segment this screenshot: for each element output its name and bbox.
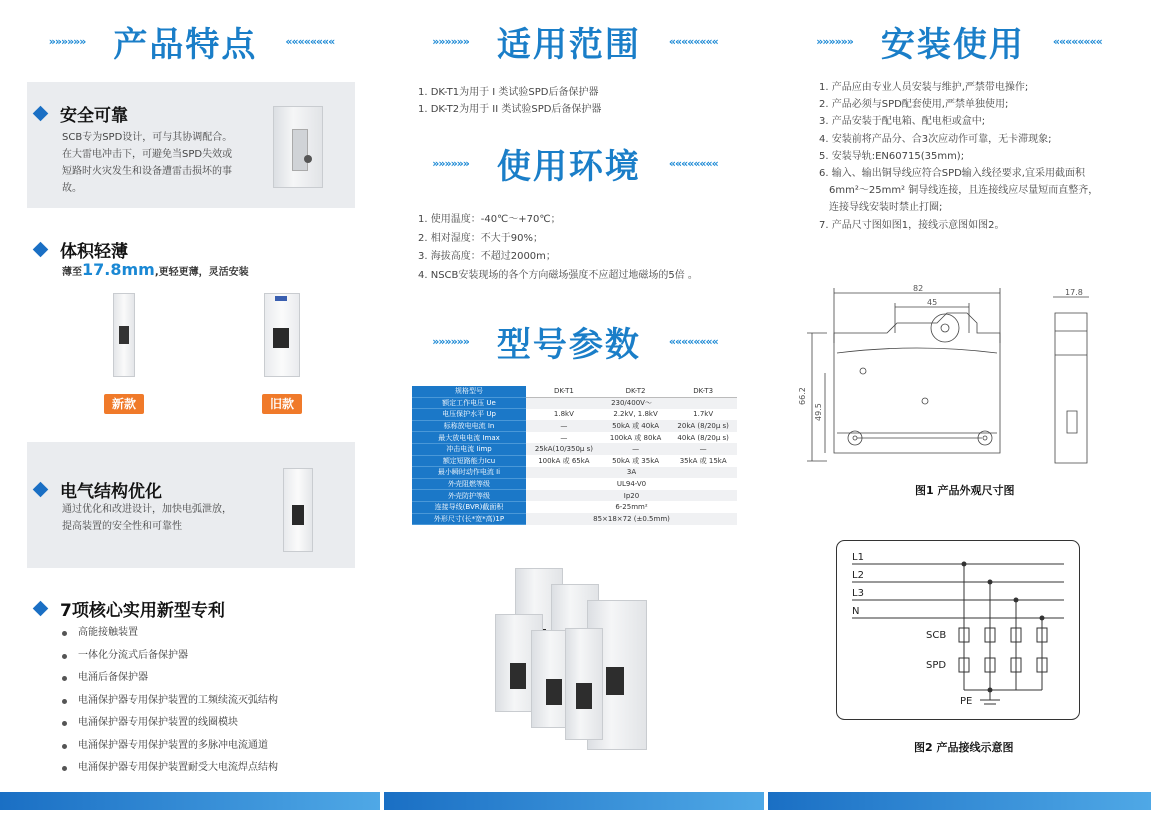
table-header-row: 规格型号 DK-T1 DK-T2 DK-T3	[412, 386, 737, 397]
table-row: 最小瞬时动作电流 Ii 3A	[412, 467, 737, 479]
list-item: 6. 输入、输出铜导线应符合SPD输入线径要求,宜采用截面积	[819, 168, 1085, 180]
breaker-side-image	[273, 106, 323, 188]
diamond-icon	[33, 482, 49, 498]
list-item: 7. 产品尺寸图如图1，接线示意图如图2。	[819, 219, 1005, 231]
fig1-caption: 图1 产品外观尺寸图	[915, 484, 1015, 497]
feature-text-slim: 薄至17.8mm,更轻更薄，灵活安装	[62, 260, 249, 279]
list-item: 1. 使用温度：-40℃～+70℃；	[418, 214, 561, 225]
pe-label: PE	[960, 696, 973, 707]
breaker-image	[565, 628, 603, 740]
list-item: 4. NSCB安装现场的各个方向磁场强度不应超过地磁场的5倍 。	[418, 269, 698, 281]
features-header	[0, 16, 383, 66]
feature-title-slim: 体积轻薄	[35, 237, 128, 262]
list-item: 6mm²～25mm² 铜导线连接，且连接线应尽量短而直整齐，	[829, 185, 1099, 197]
dim-49-5-label: 49.5	[814, 403, 823, 421]
line-l3-label: L3	[852, 588, 864, 599]
table-row: 冲击电流 Iimp 25kA(10/350μ s) — —	[412, 443, 737, 455]
list-item: 电涌保护器专用保护装置耐受大电流焊点结构	[62, 757, 278, 780]
list-item: 电涌后备保护器	[62, 667, 278, 690]
install-list	[819, 79, 1098, 234]
install-column	[767, 0, 1151, 790]
table-row: 外壳阻燃等级 UL94-V0	[412, 478, 737, 490]
dim-66-2-label: 66.2	[798, 387, 807, 405]
dim-82-label: 82	[913, 284, 924, 293]
list-item: 3. 海拔高度：不超过2000m；	[418, 251, 556, 262]
list-item: 4. 安装前将产品分、合3次应动作可靠，无卡滞现象;	[819, 133, 1052, 145]
list-item: 电涌保护器专用保护装置的工频续流灭弧结构	[62, 690, 278, 713]
dim-17-8-label: 17.8	[1065, 288, 1083, 297]
line-l2-label: L2	[852, 570, 864, 581]
table-row: 额定短路能力Icu 100kA 或 65kA 50kA 或 35kA 35kA 或 15kA	[412, 455, 737, 467]
scb-label: SCB	[926, 630, 947, 641]
section-title-scope: 适用范围	[496, 24, 641, 65]
spd-label: SPD	[926, 660, 947, 671]
list-item: 电涌保护器专用保护装置的线圈模块	[62, 712, 278, 735]
fig2-caption: 图2 产品接线示意图	[914, 741, 1014, 754]
list-item: 2. 相对湿度：不大于90%；	[418, 232, 543, 244]
table-row: 额定工作电压 Ue 230/400V～	[412, 397, 737, 409]
footer-bar	[0, 792, 1151, 816]
install-header	[767, 16, 1151, 66]
scope-list	[418, 84, 601, 118]
arrows-left-icon: ««««««««	[668, 156, 718, 170]
features-column	[0, 0, 383, 790]
list-item: 5. 安装导轨:EN60715(35mm);	[819, 150, 965, 162]
list-item: 一体化分流式后备保护器	[62, 645, 278, 668]
table-row: 连接导线(BVR)截面积 6-25mm²	[412, 501, 737, 513]
line-n-label: N	[852, 606, 860, 617]
new-model-badge: 新款	[104, 394, 144, 414]
list-item: 高能接触装置	[62, 622, 278, 645]
section-title-features: 产品特点	[113, 24, 258, 65]
list-item: 电涌保护器专用保护装置的多脉冲电流通道	[62, 735, 278, 758]
new-breaker-image	[113, 293, 135, 377]
arrows-left-icon: ««««««««	[668, 34, 718, 48]
list-item: 1. 产品应由专业人员安装与维护,严禁带电操作;	[819, 82, 1029, 93]
arrows-right-icon: »»»»»»	[432, 34, 469, 48]
diamond-icon	[33, 601, 49, 617]
scope-header	[383, 16, 767, 66]
feature-text-electric: 通过优化和改进设计，加快电弧泄放， 提高装置的安全性和可靠性	[62, 504, 232, 532]
dimension-drawing	[797, 283, 1137, 473]
table-row: 外形尺寸(长*宽*高)1P 85×18×72 (±0.5mm)	[412, 513, 737, 525]
feature-text-safe: SCB专为SPD设计，可与其协调配合。 在大雷电冲击下，可避免当SPD失效或 短路时火灾发生和设备遭雷击损坏的事 故。	[62, 132, 233, 194]
list-item: 连接导线安装时禁止打圈;	[829, 202, 943, 214]
section-title-install: 安装使用	[880, 24, 1025, 65]
environment-header	[383, 138, 767, 188]
dim-45-label: 45	[927, 298, 938, 307]
table-row: 标称放电电流 In — 50kA 或 40kA 20kA (8/20μ s)	[412, 420, 737, 432]
breaker-front-image	[283, 468, 313, 552]
feature-title-safe: 安全可靠	[35, 101, 128, 126]
patent-list	[62, 622, 278, 780]
line-l1-label: L1	[852, 552, 864, 563]
table-row: 电压保护水平 Up 1.8kV 2.2kV, 1.8kV 1.7kV	[412, 409, 737, 421]
section-title-environment: 使用环境	[496, 146, 641, 187]
wiring-diagram	[836, 540, 1080, 720]
list-item: 2. 产品必须与SPD配套使用,严禁单独使用;	[819, 99, 1009, 111]
arrows-right-icon: »»»»»»	[48, 34, 86, 48]
arrows-right-icon: »»»»»»	[432, 334, 469, 348]
old-breaker-image	[264, 293, 300, 377]
environment-list	[418, 211, 698, 285]
arrows-right-icon: »»»»»»	[432, 156, 469, 170]
arrows-left-icon: ««««««««	[1052, 34, 1102, 48]
section-title-params: 型号参数	[496, 324, 641, 365]
spec-table	[412, 386, 737, 525]
params-header	[383, 316, 767, 366]
diamond-icon	[33, 106, 49, 122]
feature-title-patents: 7项核心实用新型专利	[35, 596, 225, 621]
list-item: 3. 产品安装于配电箱、配电柜或盒中;	[819, 116, 986, 128]
table-row: 外壳防护等级 Ip20	[412, 490, 737, 502]
arrows-right-icon: »»»»»»	[816, 34, 853, 48]
table-row: 最大放电电流 Imax — 100kA 或 80kA 40kA (8/20μ s)	[412, 432, 737, 444]
list-item: 1. DK-T2为用于 II 类试验SPD后备保护器	[418, 104, 602, 115]
feature-title-electric: 电气结构优化	[35, 477, 162, 502]
arrows-left-icon: ««««««««	[668, 334, 718, 348]
diamond-icon	[33, 242, 49, 258]
old-model-badge: 旧款	[262, 394, 302, 414]
arrows-left-icon: ««««««««	[285, 34, 335, 48]
list-item: 1. DK-T1为用于 I 类试验SPD后备保护器	[418, 87, 599, 98]
